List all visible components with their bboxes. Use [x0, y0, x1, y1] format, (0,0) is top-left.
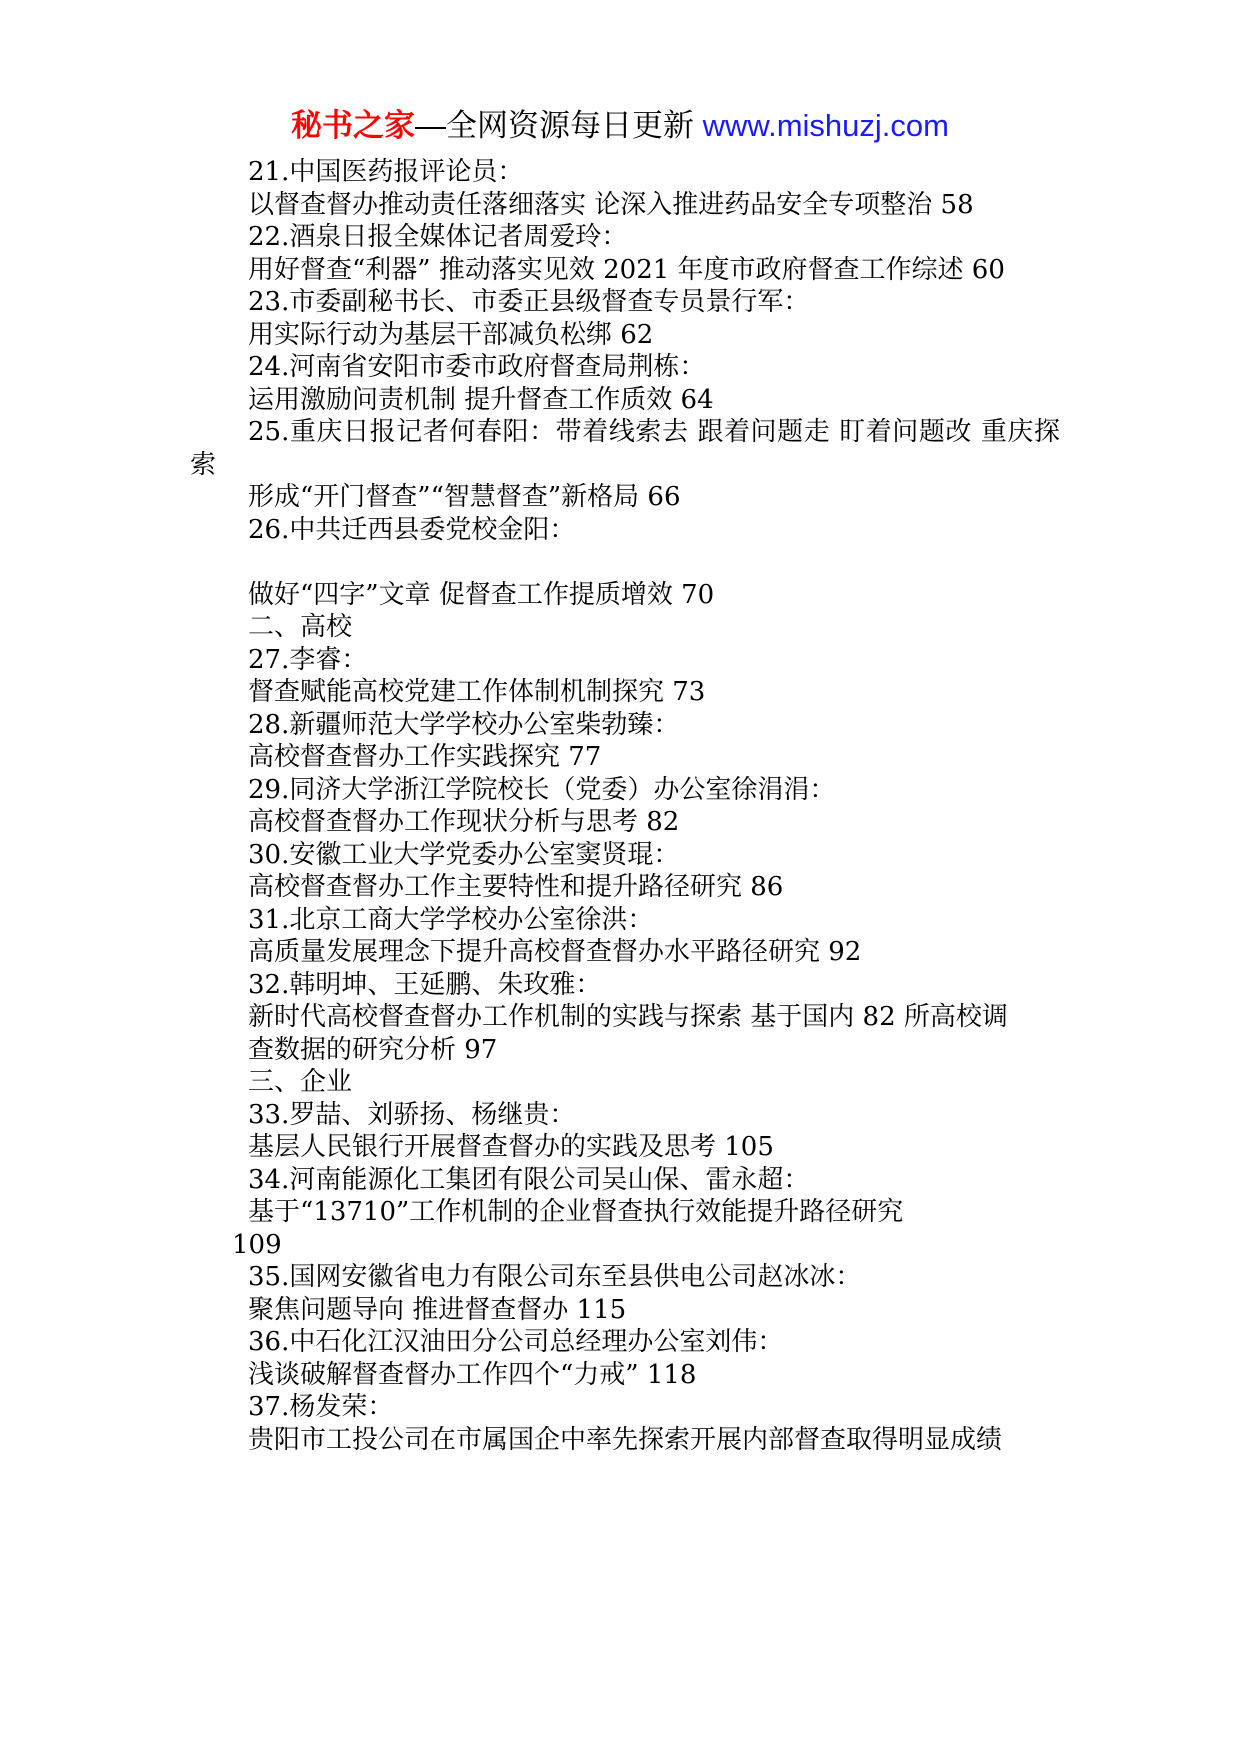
- toc-entry-34-page: 109: [232, 1229, 282, 1260]
- toc-entry-32-title-cont: 查数据的研究分析 97: [248, 1034, 498, 1065]
- toc-entry-27-author: 27.李睿：: [248, 644, 368, 675]
- toc-entry-34-author: 34.河南能源化工集团有限公司吴山保、雷永超：: [248, 1164, 810, 1195]
- toc-entry-26-title: 做好“四字”文章 促督查工作提质增效 70: [248, 579, 715, 610]
- toc-entry-35-author: 35.国网安徽省电力有限公司东至县供电公司赵冰冰：: [248, 1262, 862, 1292]
- toc-entry-33-title: 基层人民银行开展督查督办的实践及思考 105: [248, 1132, 774, 1162]
- table-of-contents: [190, 156, 1060, 1456]
- toc-entry-25-author: 25.重庆日报记者何春阳：带着线索去 跟着问题走 盯着问题改 重庆探索: [190, 417, 1060, 480]
- toc-entry-32-title: 新时代高校督查督办工作机制的实践与探索 基于国内 82 所高校调: [248, 1002, 1008, 1032]
- toc-entry-37-title: 贵阳市工投公司在市属国企中率先探索开展内部督查取得明显成绩: [248, 1424, 1003, 1455]
- brand-name: 秘书之家: [291, 108, 416, 143]
- section-heading-enterprises: 三、企业: [248, 1067, 353, 1097]
- toc-entry-35-title: 聚焦问题导向 推进督查督办 115: [248, 1294, 627, 1325]
- toc-entry-28-author: 28.新疆师范大学学校办公室柴勃臻：: [248, 709, 680, 740]
- toc-entry-22-title: 用好督查“利器” 推动落实见效 2021 年度市政府督查工作综述 60: [248, 254, 1005, 285]
- toc-entry-36-title: 浅谈破解督查督办工作四个“力戒” 118: [248, 1359, 697, 1390]
- toc-entry-25-title: 形成“开门督查”“智慧督查”新格局 66: [248, 482, 681, 512]
- toc-entry-26-author: 26.中共迁西县委党校金阳：: [248, 514, 576, 545]
- toc-entry-29-title: 高校督查督办工作现状分析与思考 82: [248, 807, 680, 837]
- toc-entry-23-title: 用实际行动为基层干部减负松绑 62: [248, 319, 654, 350]
- toc-entry-34-title: 基于“13710”工作机制的企业督查执行效能提升路径研究: [248, 1197, 904, 1227]
- toc-entry-30-title: 高校督查督办工作主要特性和提升路径研究 86: [248, 872, 784, 902]
- toc-entry-23-author: 23.市委副秘书长、市委正县级督查专员景行军：: [248, 287, 810, 317]
- toc-entry-21-title: 以督查督办推动责任落细落实 论深入推进药品安全专项整治 58: [248, 189, 974, 220]
- header-tagline: —全网资源每日更新: [415, 108, 703, 143]
- toc-entry-30-author: 30.安徽工业大学党委办公室窦贤琨：: [248, 839, 680, 870]
- section-heading-universities: 二、高校: [248, 612, 353, 642]
- toc-entry-31-title: 高质量发展理念下提升高校督查督办水平路径研究 92: [248, 937, 862, 967]
- toc-entry-32-author: 32.韩明坤、王延鹏、朱玫雅：: [248, 969, 602, 1000]
- blank-line: [190, 546, 1060, 579]
- toc-entry-22-author: 22.酒泉日报全媒体记者周爱玲：: [248, 222, 628, 252]
- page-header: [0, 106, 1240, 146]
- toc-entry-24-author: 24.河南省安阳市委市政府督查局荆栋：: [248, 352, 706, 382]
- toc-entry-21-author: 21.中国医药报评论员：: [248, 157, 524, 187]
- toc-entry-29-author: 29.同济大学浙江学院校长（党委）办公室徐涓涓：: [248, 774, 836, 805]
- toc-entry-24-title: 运用激励问责机制 提升督查工作质效 64: [248, 384, 714, 415]
- toc-entry-27-title: 督查赋能高校党建工作体制机制探究 73: [248, 677, 706, 707]
- toc-entry-33-author: 33.罗喆、刘骄扬、杨继贵：: [248, 1099, 576, 1130]
- site-url-link[interactable]: www.mishuzj.com: [702, 108, 949, 143]
- toc-entry-37-author: 37.杨发荣：: [248, 1392, 394, 1422]
- toc-entry-28-title: 高校督查督办工作实践探究 77: [248, 742, 602, 772]
- toc-entry-36-author: 36.中石化江汉油田分公司总经理办公室刘伟：: [248, 1327, 784, 1357]
- toc-entry-31-author: 31.北京工商大学学校办公室徐洪：: [248, 904, 654, 935]
